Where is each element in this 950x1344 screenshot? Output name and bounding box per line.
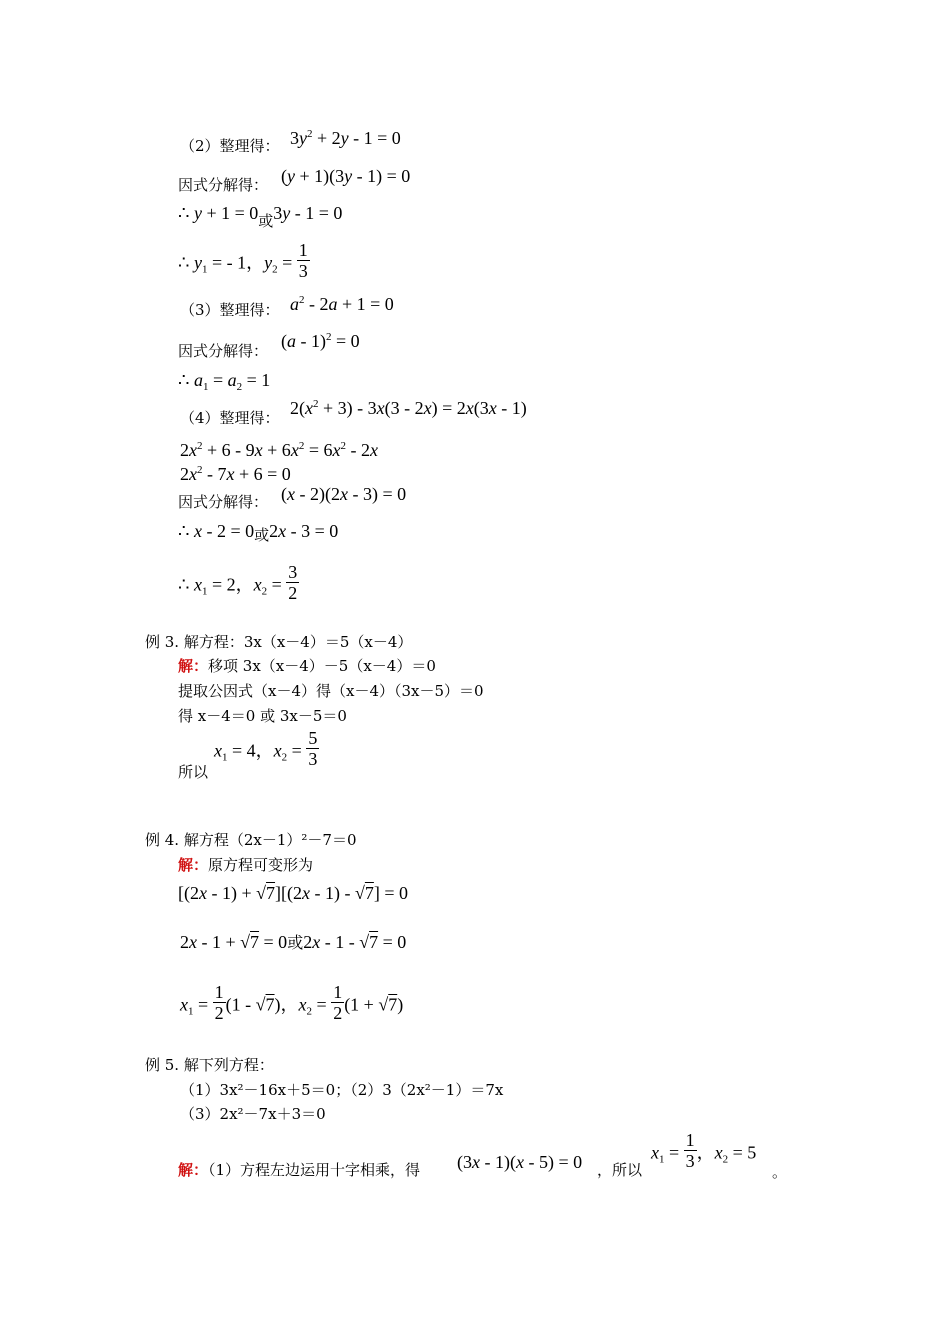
part3-factor-label: 因式分解得： bbox=[178, 342, 269, 360]
example3-so-label: 所以 bbox=[178, 763, 209, 781]
example5-end-mark: 。 bbox=[772, 1163, 788, 1181]
example3-solution-label: 解： bbox=[178, 657, 209, 675]
example4-solution bbox=[178, 855, 313, 875]
example4-roots: $x_1$ = $\frac{1}{2}$ (1 - √7)，$x_2$ = $\frac{1}{2}$ (1 + √7) bbox=[180, 982, 404, 1023]
example5-q1: （1）3x²－16x＋5＝0； bbox=[180, 1081, 351, 1099]
example5-solution-equation: (3x - 1)(x - 5) = 0 bbox=[457, 1152, 583, 1172]
part2-or-line: ∴ $y + 1 = 0_或3y - 1 = 0$ bbox=[178, 203, 343, 230]
part4-step1: $2x^2 + 6 - 9x + 6x^2 = 6x^2 - 2x$ bbox=[180, 440, 378, 460]
part2-equation: $3y^2 + 2y - 1 = 0$ bbox=[290, 128, 401, 148]
part3-factor-equation: (a - 1)$^2$ = 0 bbox=[281, 331, 360, 351]
part3-roots: ∴ $a_1 = a_2 = 1$ bbox=[178, 370, 271, 393]
part4-equation: $2(x^2 + 3) - 3x(3 - 2x) = 2x(3x - 1)$ bbox=[290, 398, 527, 418]
part4-step2: $2x^2 - 7x + 6 = 0$ bbox=[180, 464, 291, 484]
example5-title: 例 5. 解下列方程： bbox=[145, 1056, 274, 1074]
example3-solution bbox=[178, 656, 436, 676]
part4-roots: ∴ $x_1 = 2$，$x_2$ = $\frac{3}{2}$ bbox=[178, 562, 298, 603]
example4-title: 例 4. 解方程（2x－1）²－7＝0 bbox=[145, 831, 357, 849]
part4-factor-equation: (x - 2)(2x - 3) = 0 bbox=[281, 484, 407, 504]
example5-solution-label: 解： bbox=[178, 1161, 209, 1179]
example5-roots: $x_1$ = $\frac{1}{3}$ ，$x_2 = 5$ bbox=[651, 1130, 757, 1171]
part2-factor-label: 因式分解得： bbox=[178, 176, 269, 194]
example5-q2: （2）3（2x²－1）＝7x bbox=[350, 1081, 504, 1099]
example3-step3: 得 x－4＝0 或 3x－5＝0 bbox=[178, 707, 347, 725]
example4-intro: 原方程可变形为 bbox=[208, 856, 314, 874]
part2-factor-equation: (y + 1)(3y - 1) = 0 bbox=[281, 166, 411, 186]
example5-q1-q2 bbox=[180, 1080, 503, 1100]
example4-solution-label: 解： bbox=[178, 856, 209, 874]
part2-roots: ∴ $y_1$ = - 1，$y_2$ = $\frac{1}{3}$ bbox=[178, 240, 308, 281]
example3-title: 例 3. 解方程：3x（x－4）＝5（x－4） bbox=[145, 633, 413, 651]
example4-eq1: [(2x - 1) + √7][(2x - 1) - √7] = 0 bbox=[178, 883, 409, 903]
example3-step2: 提取公因式（x－4）得（x－4）（3x－5）＝0 bbox=[178, 682, 484, 700]
part3-label: （3）整理得： bbox=[180, 301, 280, 319]
example5-solution-text: （1）方程左边运用十字相乘，得 bbox=[208, 1161, 421, 1179]
part2-label: （2）整理得： bbox=[180, 137, 280, 155]
example5-solution bbox=[178, 1160, 420, 1180]
example5-so-label: ，所以 bbox=[597, 1161, 643, 1179]
part4-or-line: ∴ x - 2 = 0或2x - 3 = 0 bbox=[178, 521, 339, 544]
part4-factor-label: 因式分解得： bbox=[178, 493, 269, 511]
example3-step1: 移项 3x（x－4）－5（x－4）＝0 bbox=[208, 657, 436, 675]
example5-q3: （3）2x²－7x＋3＝0 bbox=[180, 1105, 326, 1123]
part4-label: （4）整理得： bbox=[180, 409, 280, 427]
example3-roots: $x_1 = 4$，$x_2$ = $\frac{5}{3}$ bbox=[214, 728, 318, 769]
part3-equation: $a^2 - 2a + 1 = 0$ bbox=[290, 294, 394, 314]
example4-eq2: 2x - 1 + √7 = 0或2x - 1 - √7 = 0 bbox=[180, 932, 407, 952]
